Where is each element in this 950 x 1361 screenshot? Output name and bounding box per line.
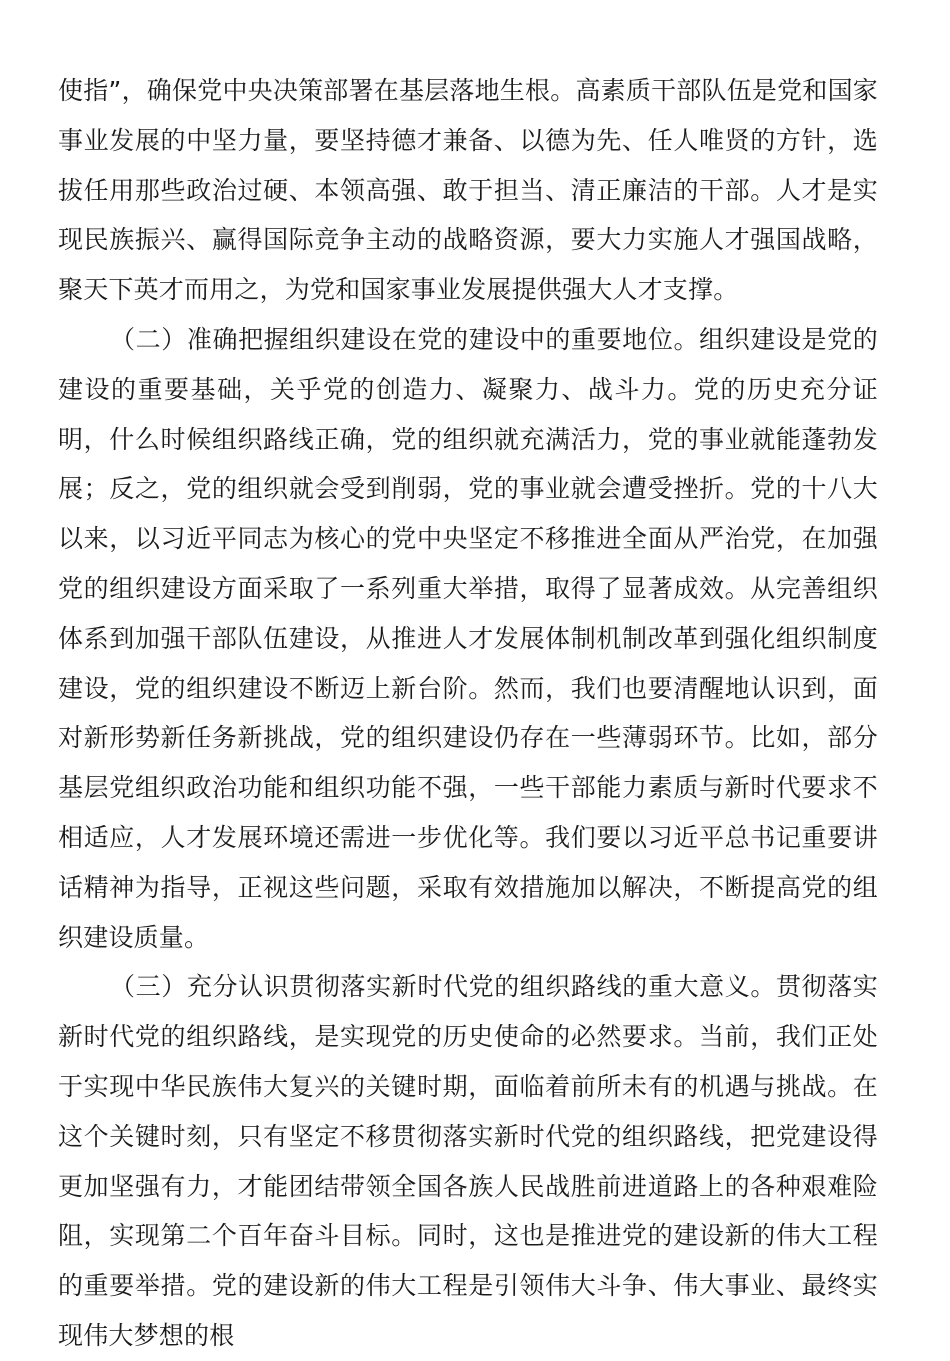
paragraph-section-two: （二）准确把握组织建设在党的建设中的重要地位。组织建设是党的建设的重要基础，关乎党的创造力、凝聚力、战斗力。党的历史充分证明，什么时候组织路线正确，党的组织就充满活力，党的事业就能蓬勃发展；反之，党的组织就会受到削弱，党的事业就会遭受挫折。党的十八大以来，以习近平同志为核心的党中央坚定不移推进全面从严治党，在加强党的组织建设方面采取了一系列重大举措，取得了显著成效。从完善组织体系到加强干部队伍建设，从推进人才发展体制机制改革到强化组织制度建设，党的组织建设不断迈上新台阶。然而，我们也要清醒地认识到，面对新形势新任务新挑战，党的组织建设仍存在一些薄弱环节。比如，部分基层党组织政治功能和组织功能不强，一些干部能力素质与新时代要求不相适应，人才发展环境还需进一步优化等。我们要以习近平总书记重要讲话精神为指导，正视这些问题，采取有效措施加以解决，不断提高党的组织建设质量。 <box>58 324 878 952</box>
paragraph-section-three: （三）充分认识贯彻落实新时代党的组织路线的重大意义。贯彻落实新时代党的组织路线，是实现党的历史使命的必然要求。当前，我们正处于实现中华民族伟大复兴的关键时期，面临着前所未有的机遇与挑战。在这个关键时刻，只有坚定不移贯彻落实新时代党的组织路线，把党建设得更加坚强有力，才能团结带领全国各族人民战胜前进道路上的各种艰难险阻，实现第二个百年奋斗目标。同时，这也是推进党的建设新的伟大工程的重要举措。党的建设新的伟大工程是引领伟大斗争、伟大事业、最终实现伟大梦想的根 <box>58 972 878 1350</box>
paragraph-continuation: 使指”，确保党中央决策部署在基层落地生根。高素质干部队伍是党和国家事业发展的中坚力量，要坚持德才兼备、以德为先、任人唯贤的方针，选拔任用那些政治过硬、本领高强、敢于担当、清正廉洁的干部。人才是实现民族振兴、赢得国际竞争主动的战略资源，要大力实施人才强国战略，聚天下英才而用之，为党和国家事业发展提供强大人才支撑。 <box>58 76 878 305</box>
document-body <box>58 66 878 1361</box>
